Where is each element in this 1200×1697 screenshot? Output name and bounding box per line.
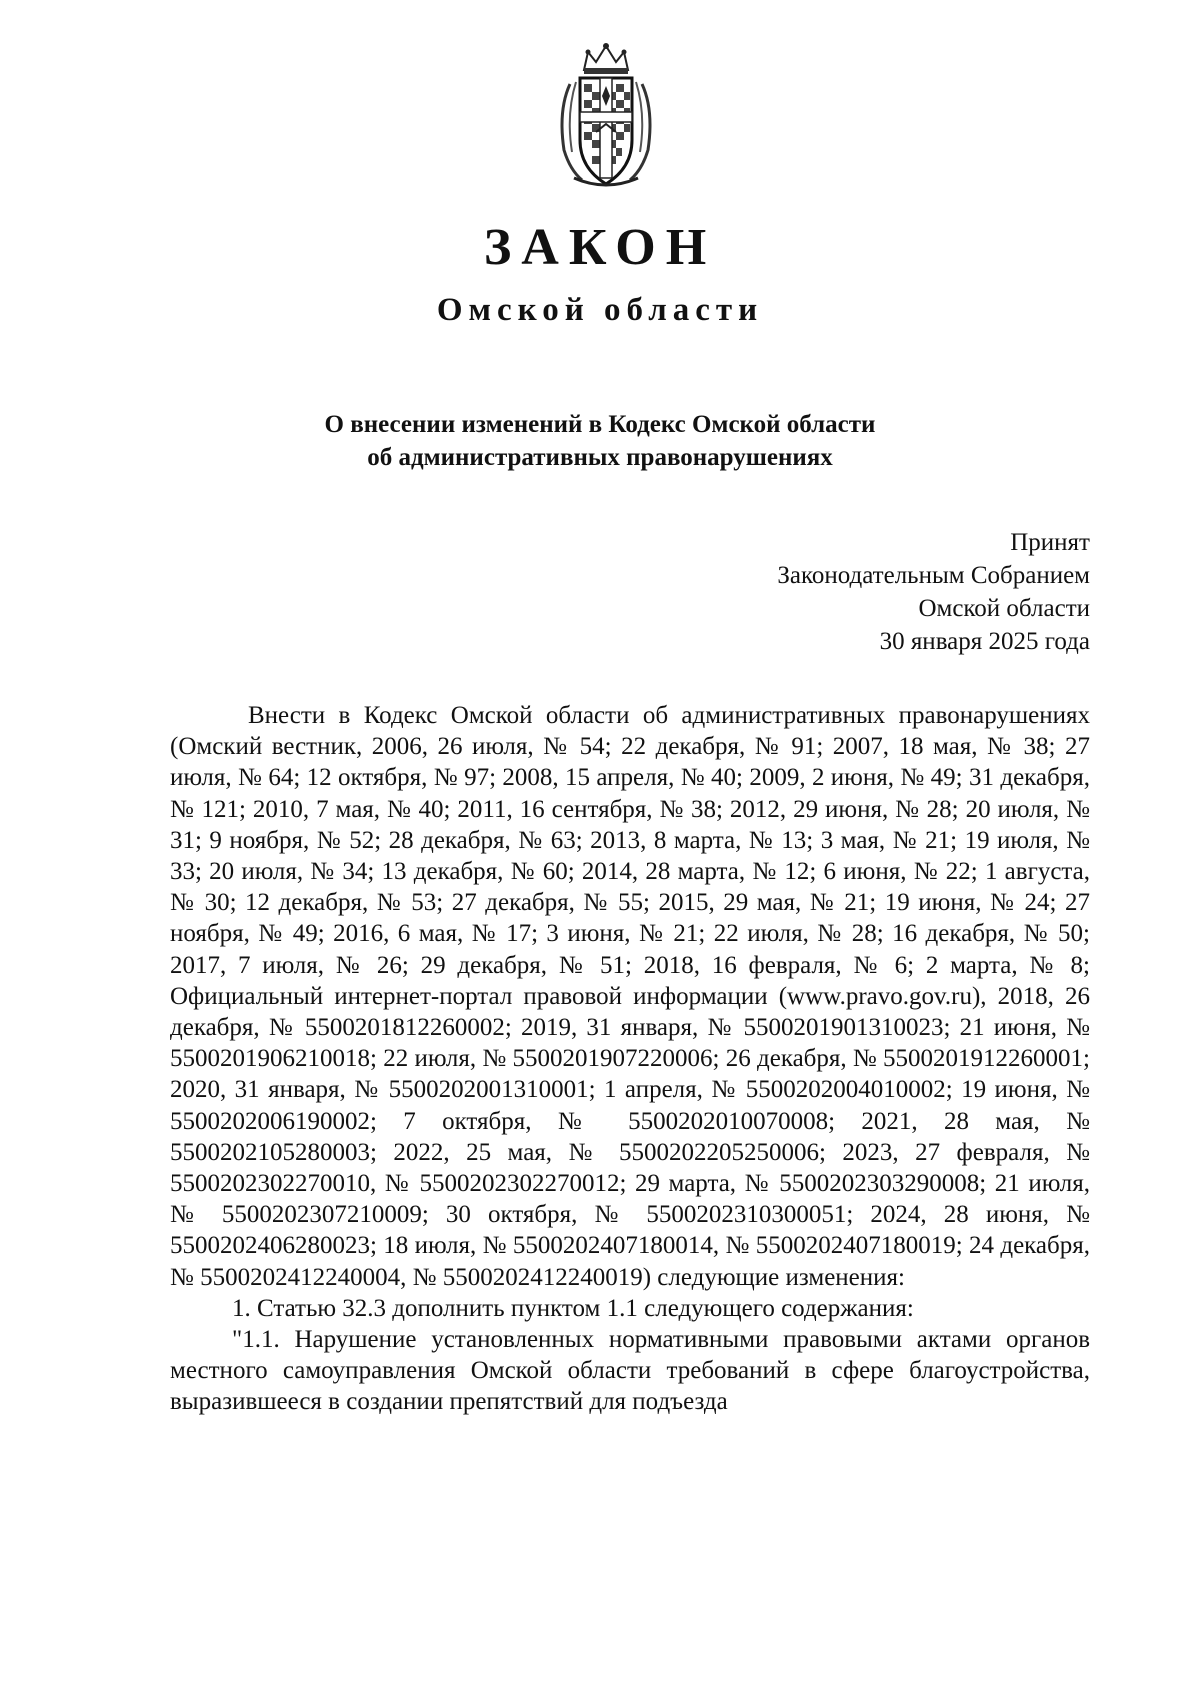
adoption-line-2: Законодательным Собранием	[777, 562, 1090, 589]
adoption-line-1: Принят	[1010, 529, 1090, 556]
law-subject-line-2: об административных правонарушениях	[367, 444, 833, 471]
law-title: ЗАКОН	[483, 219, 717, 276]
law-subject-line-1: О внесении изменений в Кодекс Омской области	[324, 411, 876, 438]
body-paragraph-3: "1.1. Нарушение установленных нормативными правовыми актами органов местного самоуправления Омской области требований в сфере благоустройства, выразившееся в создании препятствий для подъезда	[170, 1326, 1090, 1416]
body-paragraph-2: 1. Статью 32.3 дополнить пунктом 1.1 следующего содержания:	[232, 1294, 914, 1322]
adoption-block	[777, 526, 1090, 658]
adoption-date: 30 января 2025 года	[879, 628, 1090, 655]
law-subject	[0, 408, 1200, 474]
body-paragraph-1: Внести в Кодекс Омской области об административных правонарушениях (Омский вестник, 2006, 26 июля, № 54; 22 декабря, № 91; 2007, 18 мая, № 38; 27 июля, № 64; 12 октября, № 97; 2008, 15 апреля, № 40; 2009, 2 июня, № 49; 31 декабря, № 121; 2010, 7 мая, № 40; 2011, 16 сентября, № 38; 2012, 29 июня, № 28; 20 июля, № 31; 9 ноября, № 52; 28 декабря, № 63; 2013, 8 марта, № 13; 3 мая, № 21; 19 июля, № 33; 20 июля, № 34; 13 декабря, № 60; 2014, 28 марта, № 12; 6 июня, № 22; 1 августа, № 30; 12 декабря, № 53; 27 декабря, № 55; 2015, 29 мая, № 21; 19 июня, № 24; 27 ноября, № 49; 2016, 6 мая, № 17; 3 июня, № 21; 22 июля, № 28; 16 декабря, № 50; 2017, 7 июля, № 26; 29 декабря, № 51; 2018, 16 февраля, № 6; 2 марта, № 8; Официальный интернет-портал правовой информации (www.pravo.gov.ru), 2018, 26 декабря, № 5500201812260002; 2019, 31 января, № 5500201901310023; 21 июня, № 5500201906210018; 22 июля, № 5500201907220006; 26 декабря, № 5500201912260001; 2020, 31 января, № 5500202001310001; 1 апреля, № 5500202004010002; 19 июня, № 5500202006190002; 7 октября, № 5500202010070008; 2021, 28 мая, № 5500202105280003; 2022, 25 мая, № 5500202205250006; 2023, 27 февраля, № 5500202302270010, № 5500202302270012; 29 марта, № 5500202303290008; 21 июля, № 5500202307210009; 30 октября, № 5500202310300051; 2024, 28 июня, № 5500202406280023; 18 июля, № 5500202407180014, № 5500202407180019; 24 декабря, № 5500202412240004, № 5500202412240019) следующие изменения:	[170, 702, 1090, 1291]
adoption-line-3: Омской области	[918, 595, 1090, 622]
omsk-coat-of-arms-emblem	[550, 40, 662, 190]
law-region: Омской области	[436, 292, 764, 328]
law-body	[170, 700, 1090, 1418]
